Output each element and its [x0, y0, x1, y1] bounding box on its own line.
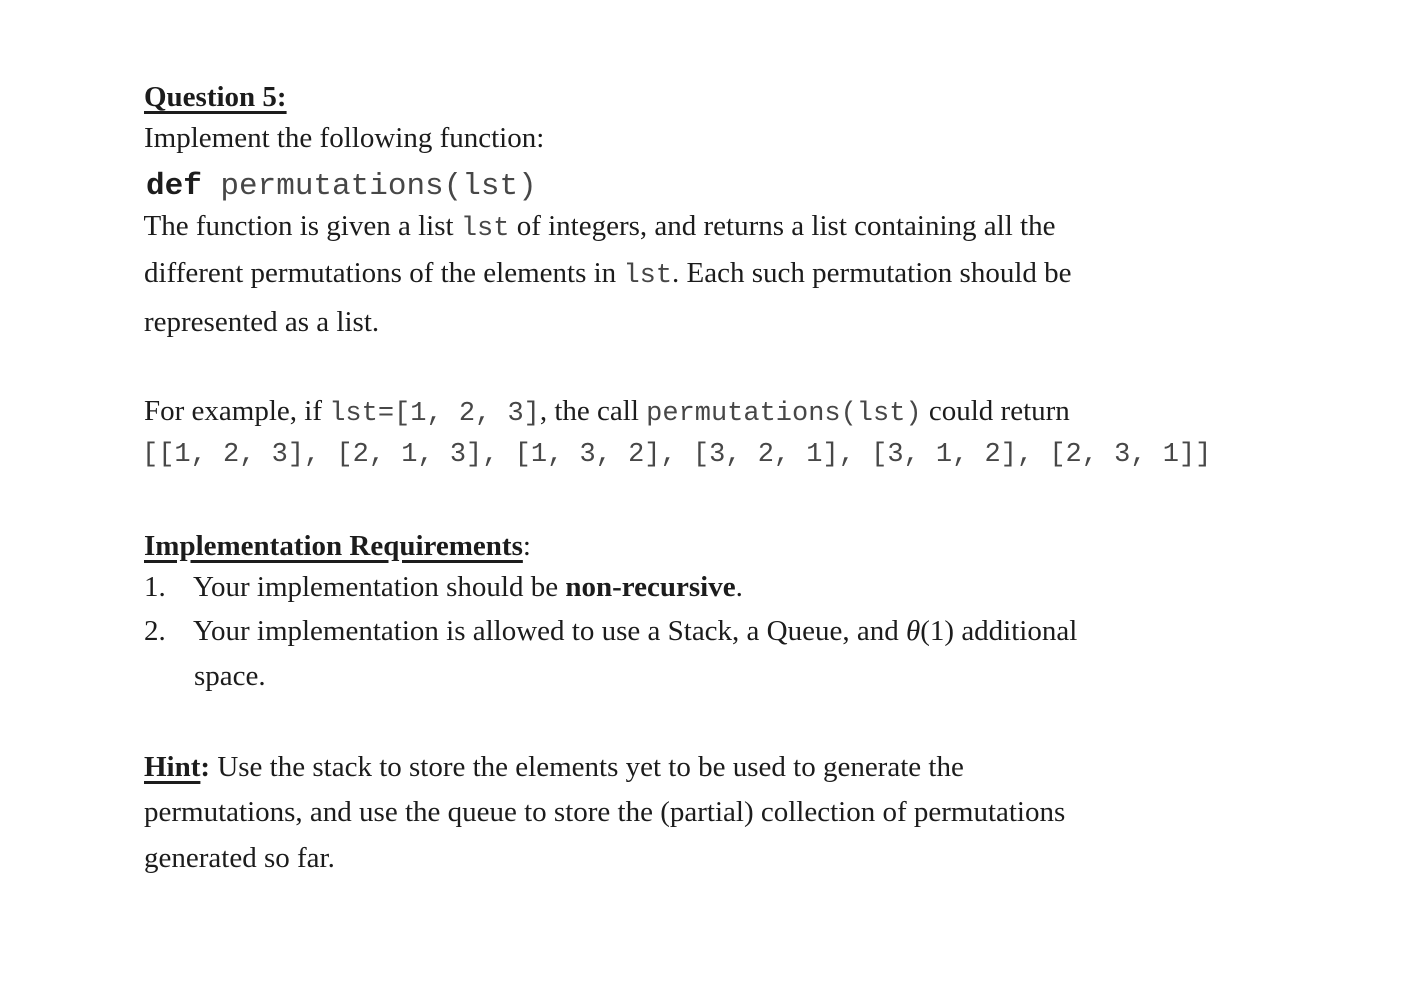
intro-text: Implement the following function:	[144, 122, 545, 155]
text-run: different permutations of the elements in	[144, 257, 624, 290]
text-run: , the call	[539, 395, 647, 428]
def-keyword: def	[146, 168, 202, 204]
theta-symbol: θ	[906, 615, 921, 648]
requirement-item-2-cont	[165, 627, 266, 727]
text-run: :	[522, 530, 531, 563]
inline-code: lst	[623, 261, 673, 292]
text-run: space.	[194, 660, 266, 693]
hint-label: Hint	[144, 751, 201, 784]
text-run: 2.	[144, 615, 166, 648]
text-run: Use the stack to store the elements yet to be used to generate the	[210, 751, 964, 784]
inline-code: lst	[460, 214, 510, 245]
text-run: could return	[921, 395, 1070, 428]
code-output: [[1, 2, 3], [2, 1, 3], [1, 3, 2], [3, 2, 1], [3, 1, 2], [2, 3, 1]]	[142, 440, 1212, 471]
text-run: . Each such permutation should be	[672, 257, 1072, 290]
text-run: For example, if	[144, 395, 330, 428]
example-output	[115, 406, 1211, 502]
text-run: (1) additional	[920, 615, 1078, 648]
text-run: .	[735, 571, 743, 604]
text-run: 1.	[144, 571, 166, 604]
text-run: :	[200, 751, 211, 784]
inline-code: lst=[1, 2, 3]	[329, 399, 540, 430]
text-run: of integers, and returns a list containing all the	[509, 210, 1056, 243]
text-run: Your implementation should be	[192, 571, 566, 604]
requirement-item-2	[165, 582, 1077, 682]
requirements-heading-text: Implementation Requirements	[144, 530, 523, 563]
inline-code: permutations(lst)	[646, 399, 922, 430]
emphasis-text: non-recursive	[565, 571, 736, 604]
text-run: permutations, and use the queue to store the (partial) collection of permutations	[144, 796, 1066, 829]
text-run: generated so far.	[144, 842, 335, 875]
signature-text: permutations(lst)	[201, 168, 537, 204]
text-run: represented as a list.	[144, 306, 380, 339]
question-heading-text: Question 5:	[144, 81, 287, 114]
list-number-2	[115, 582, 166, 682]
hint-line-3	[115, 809, 335, 909]
text-run: Your implementation is allowed to use a Stack, a Queue, and	[192, 615, 906, 648]
description-line-3	[115, 273, 379, 373]
text-run: The function is given a list	[143, 210, 461, 243]
